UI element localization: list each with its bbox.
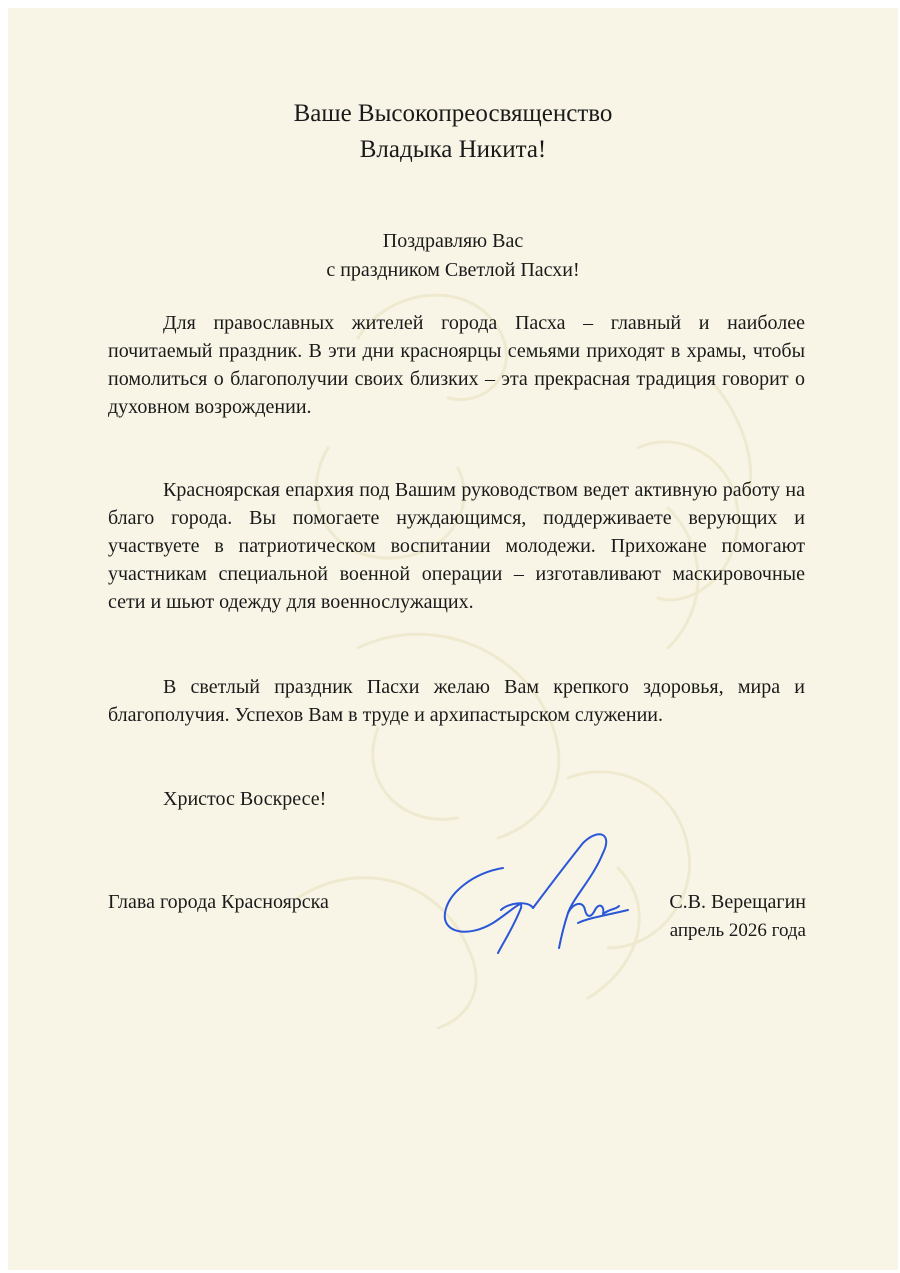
paragraph-wishes: В светлый праздник Пасхи желаю Вам крепкого здоровья, мира и благополучия. Успехов Вам в труде и архипастырском служении. xyxy=(108,676,805,726)
salutation-addressee: Владыка Никита! xyxy=(359,136,547,163)
closing-phrase: Христос Воскресе! xyxy=(163,788,327,810)
salutation-title: Ваше Высокопреосвященство xyxy=(293,100,613,127)
paragraph-eparchy: Красноярская епархия под Вашим руководством ведет активную работу на благо города. Вы помогаете нуждающимся, поддерживаете верующих и участвуете в патриотическом воспитании молодежи. Прихожане помогают участникам специальной военной операции – изготавливают маскировочные сети и шьют одежду для военнослужащих. xyxy=(108,479,805,613)
letter-page xyxy=(8,8,898,1270)
handwritten-signature xyxy=(433,818,633,968)
greeting-line-2: с праздником Светлой Пасхи! xyxy=(326,259,580,281)
paragraph-easter: Для православных жителей города Пасха – главный и наиболее почитаемый праздник. В эти дни красноярцы семьями приходят в храмы, чтобы помолиться о благополучии своих близких – эта прекрасная традиция говорит о духовном возрождении. xyxy=(108,312,805,418)
signatory-name: С.В. Верещагин xyxy=(669,891,806,913)
letter-date: апрель 2026 года xyxy=(669,920,806,941)
greeting-line-1: Поздравляю Вас xyxy=(382,230,524,252)
signatory-position: Глава города Красноярска xyxy=(108,891,329,913)
